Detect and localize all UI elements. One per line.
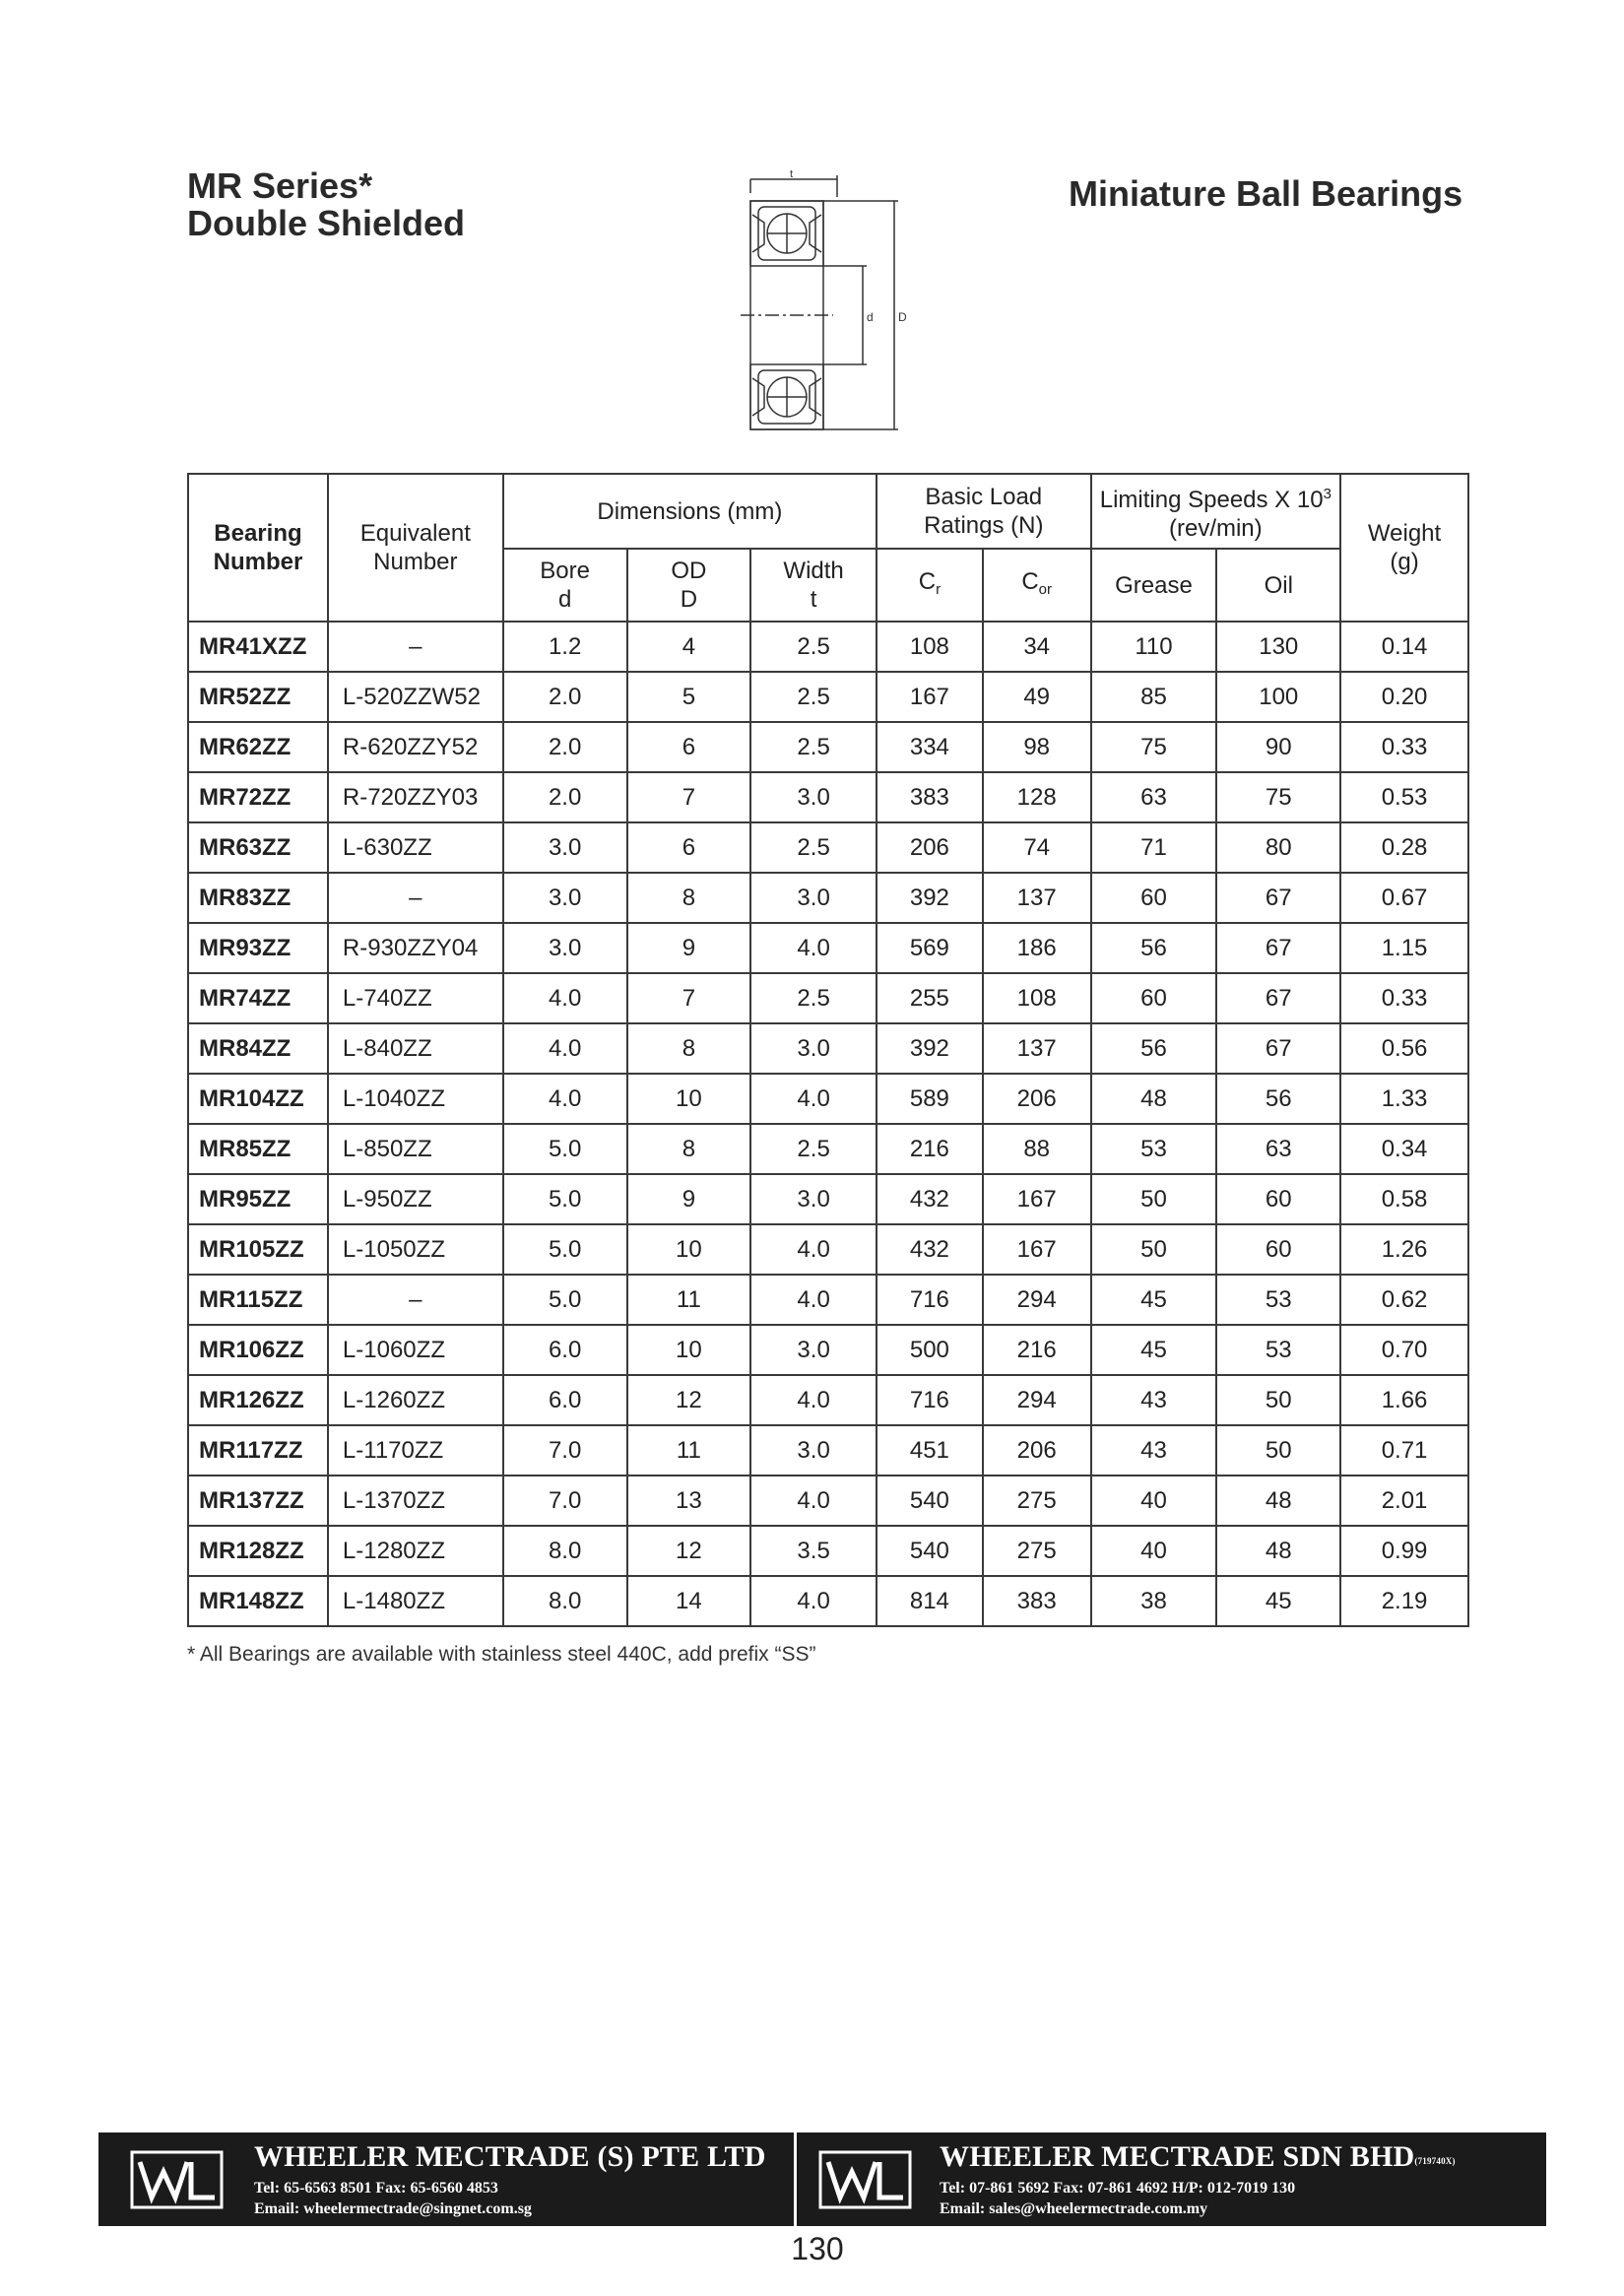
cell-oil: 67 [1216, 1023, 1340, 1074]
footer-singapore-block [98, 2132, 794, 2226]
cell-cr: 814 [877, 1576, 983, 1626]
cell-bore: 7.0 [503, 1476, 627, 1526]
cell-bore: 5.0 [503, 1224, 627, 1275]
cell-weight: 0.28 [1340, 822, 1468, 873]
table-row [188, 1375, 1468, 1425]
cell-cr: 167 [877, 672, 983, 722]
cell-cor: 128 [983, 772, 1091, 822]
table-row [188, 1576, 1468, 1626]
cell-oil: 50 [1216, 1425, 1340, 1476]
cell-weight: 0.34 [1340, 1124, 1468, 1174]
cell-bearing: MR74ZZ [188, 973, 328, 1023]
cell-width: 2.5 [750, 672, 877, 722]
cell-grease: 45 [1091, 1275, 1217, 1325]
cell-equivalent: – [328, 873, 503, 923]
cell-grease: 40 [1091, 1526, 1217, 1576]
cell-grease: 63 [1091, 772, 1217, 822]
table-row [188, 873, 1468, 923]
cell-bearing: MR126ZZ [188, 1375, 328, 1425]
cell-equivalent: R-620ZZY52 [328, 722, 503, 772]
cell-bore: 2.0 [503, 772, 627, 822]
cell-oil: 63 [1216, 1124, 1340, 1174]
cell-bearing: MR63ZZ [188, 822, 328, 873]
table-row [188, 1074, 1468, 1124]
footer-malaysia-block [797, 2132, 1546, 2226]
cell-cr: 392 [877, 1023, 983, 1074]
cell-cor: 275 [983, 1526, 1091, 1576]
cell-bore: 5.0 [503, 1275, 627, 1325]
cell-bore: 4.0 [503, 1023, 627, 1074]
cell-weight: 0.20 [1340, 672, 1468, 722]
cell-oil: 53 [1216, 1325, 1340, 1375]
cell-bore: 3.0 [503, 923, 627, 973]
table-row [188, 722, 1468, 772]
cell-cor: 294 [983, 1375, 1091, 1425]
cell-bore: 8.0 [503, 1526, 627, 1576]
cell-cr: 500 [877, 1325, 983, 1375]
cell-cor: 167 [983, 1174, 1091, 1224]
cell-weight: 0.14 [1340, 622, 1468, 672]
cell-bore: 2.0 [503, 722, 627, 772]
cell-cor: 275 [983, 1476, 1091, 1526]
cell-equivalent: L-1170ZZ [328, 1425, 503, 1476]
cell-cor: 98 [983, 722, 1091, 772]
table-row [188, 1174, 1468, 1224]
cell-width: 3.5 [750, 1526, 877, 1576]
table-row [188, 1325, 1468, 1375]
cell-cr: 432 [877, 1174, 983, 1224]
cell-od: 10 [627, 1074, 751, 1124]
table-row [188, 923, 1468, 973]
cell-equivalent: L-1260ZZ [328, 1375, 503, 1425]
header-bearing-number: Bearing Number [188, 474, 328, 622]
cell-bearing: MR41XZZ [188, 622, 328, 672]
cell-weight: 0.71 [1340, 1425, 1468, 1476]
cell-equivalent: L-850ZZ [328, 1124, 503, 1174]
cell-weight: 0.70 [1340, 1325, 1468, 1375]
cell-bearing: MR148ZZ [188, 1576, 328, 1626]
cell-grease: 45 [1091, 1325, 1217, 1375]
footnote: * All Bearings are available with stainless steel 440C, add prefix “SS” [187, 1643, 816, 1666]
cell-od: 9 [627, 923, 751, 973]
cell-oil: 60 [1216, 1224, 1340, 1275]
cell-width: 4.0 [750, 1375, 877, 1425]
header-bore: Bore d [503, 549, 627, 622]
company-name-singapore: WHEELER MECTRADE (S) PTE LTD [254, 2140, 766, 2173]
cell-oil: 50 [1216, 1375, 1340, 1425]
cell-width: 3.0 [750, 1425, 877, 1476]
cell-od: 12 [627, 1375, 751, 1425]
wheeler-logo-icon [818, 2150, 912, 2209]
cell-od: 6 [627, 722, 751, 772]
series-subtitle: Double Shielded [187, 203, 466, 243]
table-row [188, 772, 1468, 822]
cell-grease: 50 [1091, 1174, 1217, 1224]
cell-bearing: MR128ZZ [188, 1526, 328, 1576]
header-weight: Weight (g) [1340, 474, 1468, 622]
cell-width: 4.0 [750, 1074, 877, 1124]
bearing-spec-rows [188, 622, 1468, 1626]
cell-equivalent: L-740ZZ [328, 973, 503, 1023]
cell-bearing: MR85ZZ [188, 1124, 328, 1174]
series-name: MR Series* [187, 165, 373, 206]
cell-bearing: MR95ZZ [188, 1174, 328, 1224]
cell-weight: 0.53 [1340, 772, 1468, 822]
cell-oil: 48 [1216, 1476, 1340, 1526]
cell-equivalent: L-630ZZ [328, 822, 503, 873]
cell-cr: 540 [877, 1476, 983, 1526]
bearing-spec-table [187, 473, 1469, 1627]
cell-bore: 1.2 [503, 622, 627, 672]
header-cor: $C_{or}$ [983, 549, 1091, 622]
cell-bore: 7.0 [503, 1425, 627, 1476]
cell-cr: 206 [877, 822, 983, 873]
cell-bearing: MR137ZZ [188, 1476, 328, 1526]
cell-grease: 53 [1091, 1124, 1217, 1174]
wheeler-logo-icon [130, 2150, 224, 2209]
cell-weight: 2.01 [1340, 1476, 1468, 1526]
cell-width: 4.0 [750, 923, 877, 973]
cell-bearing: MR115ZZ [188, 1275, 328, 1325]
cell-od: 10 [627, 1325, 751, 1375]
cell-grease: 50 [1091, 1224, 1217, 1275]
cell-width: 3.0 [750, 1174, 877, 1224]
cell-oil: 60 [1216, 1174, 1340, 1224]
cell-oil: 130 [1216, 622, 1340, 672]
bore-label: d [867, 310, 874, 324]
cell-cor: 108 [983, 973, 1091, 1023]
table-row [188, 1526, 1468, 1576]
cell-width: 3.0 [750, 1023, 877, 1074]
cell-weight: 0.33 [1340, 973, 1468, 1023]
table-row [188, 1023, 1468, 1074]
cell-cor: 34 [983, 622, 1091, 672]
cell-grease: 56 [1091, 923, 1217, 973]
cell-bore: 3.0 [503, 873, 627, 923]
header-grease: Grease [1091, 549, 1217, 622]
cell-width: 2.5 [750, 622, 877, 672]
cell-width: 4.0 [750, 1576, 877, 1626]
phone-fax-singapore: Tel: 65-6563 8501 Fax: 65-6560 4853 [254, 2180, 498, 2197]
cell-weight: 0.56 [1340, 1023, 1468, 1074]
cell-grease: 60 [1091, 873, 1217, 923]
cell-weight: 1.26 [1340, 1224, 1468, 1275]
cell-cor: 88 [983, 1124, 1091, 1174]
footer-banner [98, 2132, 1546, 2226]
header-od: OD D [627, 549, 751, 622]
cell-bearing: MR106ZZ [188, 1325, 328, 1375]
cell-width: 4.0 [750, 1275, 877, 1325]
cell-cor: 137 [983, 1023, 1091, 1074]
cell-cor: 167 [983, 1224, 1091, 1275]
cell-equivalent: R-930ZZY04 [328, 923, 503, 973]
cell-weight: 0.58 [1340, 1174, 1468, 1224]
cell-grease: 60 [1091, 973, 1217, 1023]
cell-weight: 1.33 [1340, 1074, 1468, 1124]
od-label: D [898, 310, 907, 324]
cell-cor: 206 [983, 1425, 1091, 1476]
cell-equivalent: L-1280ZZ [328, 1526, 503, 1576]
cell-oil: 56 [1216, 1074, 1340, 1124]
cell-bore: 6.0 [503, 1325, 627, 1375]
cell-cr: 589 [877, 1074, 983, 1124]
cell-oil: 53 [1216, 1275, 1340, 1325]
cell-oil: 90 [1216, 722, 1340, 772]
cell-grease: 56 [1091, 1023, 1217, 1074]
cell-equivalent: L-840ZZ [328, 1023, 503, 1074]
cell-grease: 85 [1091, 672, 1217, 722]
cell-cr: 716 [877, 1275, 983, 1325]
cell-oil: 100 [1216, 672, 1340, 722]
cell-bearing: MR104ZZ [188, 1074, 328, 1124]
cell-od: 8 [627, 1023, 751, 1074]
cell-bore: 6.0 [503, 1375, 627, 1425]
company-registration: (719740X) [1414, 2156, 1456, 2166]
cell-width: 2.5 [750, 1124, 877, 1174]
cell-od: 12 [627, 1526, 751, 1576]
cell-bore: 3.0 [503, 822, 627, 873]
cell-bearing: MR52ZZ [188, 672, 328, 722]
cell-width: 3.0 [750, 873, 877, 923]
cell-weight: 1.15 [1340, 923, 1468, 973]
cell-weight: 0.33 [1340, 722, 1468, 772]
cell-grease: 43 [1091, 1375, 1217, 1425]
cell-weight: 0.62 [1340, 1275, 1468, 1325]
cell-oil: 75 [1216, 772, 1340, 822]
cell-width: 4.0 [750, 1476, 877, 1526]
header-dimensions: Dimensions (mm) [503, 474, 877, 549]
cell-cr: 108 [877, 622, 983, 672]
cell-grease: 110 [1091, 622, 1217, 672]
cell-bearing: MR117ZZ [188, 1425, 328, 1476]
header-limiting-speeds: Limiting Speeds X $10^3$ (rev/min) [1091, 474, 1341, 549]
cell-weight: 2.19 [1340, 1576, 1468, 1626]
cell-oil: 45 [1216, 1576, 1340, 1626]
cell-od: 11 [627, 1275, 751, 1325]
cell-equivalent: L-1040ZZ [328, 1074, 503, 1124]
cell-oil: 80 [1216, 822, 1340, 873]
cell-bore: 4.0 [503, 973, 627, 1023]
cell-oil: 67 [1216, 973, 1340, 1023]
cell-cor: 294 [983, 1275, 1091, 1325]
cell-grease: 40 [1091, 1476, 1217, 1526]
cell-bore: 2.0 [503, 672, 627, 722]
cell-weight: 1.66 [1340, 1375, 1468, 1425]
cell-od: 9 [627, 1174, 751, 1224]
company-name-malaysia: WHEELER MECTRADE SDN BHD(719740X) [940, 2140, 1456, 2173]
cell-width: 2.5 [750, 722, 877, 772]
table-row [188, 1425, 1468, 1476]
table-row [188, 1224, 1468, 1275]
cell-cor: 137 [983, 873, 1091, 923]
cell-equivalent: L-1060ZZ [328, 1325, 503, 1375]
cell-weight: 0.67 [1340, 873, 1468, 923]
cell-grease: 43 [1091, 1425, 1217, 1476]
cell-cor: 186 [983, 923, 1091, 973]
table-row [188, 1476, 1468, 1526]
header-basic-load: Basic Load Ratings (N) [877, 474, 1091, 549]
cell-cr: 392 [877, 873, 983, 923]
header-cr: $C_r$ [877, 549, 983, 622]
cell-od: 4 [627, 622, 751, 672]
table-row [188, 622, 1468, 672]
cell-cr: 334 [877, 722, 983, 772]
email-malaysia: Email: sales@wheelermectrade.com.my [940, 2200, 1208, 2217]
cell-equivalent: L-950ZZ [328, 1174, 503, 1224]
cell-equivalent: L-1480ZZ [328, 1576, 503, 1626]
cell-width: 2.5 [750, 822, 877, 873]
cell-cr: 716 [877, 1375, 983, 1425]
cell-cor: 216 [983, 1325, 1091, 1375]
cell-grease: 48 [1091, 1074, 1217, 1124]
cell-bearing: MR83ZZ [188, 873, 328, 923]
cell-bearing: MR62ZZ [188, 722, 328, 772]
cell-oil: 67 [1216, 923, 1340, 973]
cell-grease: 75 [1091, 722, 1217, 772]
cell-bore: 5.0 [503, 1124, 627, 1174]
cell-cr: 216 [877, 1124, 983, 1174]
cell-equivalent: – [328, 622, 503, 672]
table-row [188, 973, 1468, 1023]
cell-bore: 8.0 [503, 1576, 627, 1626]
cell-cor: 383 [983, 1576, 1091, 1626]
cell-bearing: MR72ZZ [188, 772, 328, 822]
series-title [187, 167, 465, 242]
cell-equivalent: L-1050ZZ [328, 1224, 503, 1275]
cell-equivalent: L-520ZZW52 [328, 672, 503, 722]
cell-od: 14 [627, 1576, 751, 1626]
phone-fax-malaysia: Tel: 07-861 5692 Fax: 07-861 4692 H/P: 012-7019 130 [940, 2180, 1296, 2197]
cell-od: 7 [627, 772, 751, 822]
cell-width: 2.5 [750, 973, 877, 1023]
page-number: 130 [791, 2231, 844, 2266]
table-row [188, 822, 1468, 873]
header-oil: Oil [1216, 549, 1340, 622]
cell-oil: 67 [1216, 873, 1340, 923]
cell-od: 8 [627, 873, 751, 923]
cell-grease: 38 [1091, 1576, 1217, 1626]
cell-cor: 206 [983, 1074, 1091, 1124]
cell-cr: 432 [877, 1224, 983, 1275]
product-type-title: Miniature Ball Bearings [1069, 173, 1463, 214]
cell-cr: 569 [877, 923, 983, 973]
width-label: t [790, 168, 794, 180]
cell-cor: 74 [983, 822, 1091, 873]
table-row [188, 672, 1468, 722]
cell-bearing: MR105ZZ [188, 1224, 328, 1275]
bearing-cross-section-diagram [729, 167, 916, 433]
email-singapore: Email: wheelermectrade@singnet.com.sg [254, 2200, 532, 2217]
cell-od: 13 [627, 1476, 751, 1526]
header-width: Width t [750, 549, 877, 622]
cell-od: 11 [627, 1425, 751, 1476]
cell-equivalent: – [328, 1275, 503, 1325]
cell-od: 10 [627, 1224, 751, 1275]
cell-cr: 540 [877, 1526, 983, 1576]
cell-width: 3.0 [750, 772, 877, 822]
table-row [188, 1124, 1468, 1174]
cell-cor: 49 [983, 672, 1091, 722]
cell-bore: 4.0 [503, 1074, 627, 1124]
cell-bearing: MR84ZZ [188, 1023, 328, 1074]
cell-weight: 0.99 [1340, 1526, 1468, 1576]
cell-od: 8 [627, 1124, 751, 1174]
cell-oil: 48 [1216, 1526, 1340, 1576]
cell-grease: 71 [1091, 822, 1217, 873]
cell-od: 7 [627, 973, 751, 1023]
cell-width: 4.0 [750, 1224, 877, 1275]
cell-od: 6 [627, 822, 751, 873]
cell-bore: 5.0 [503, 1174, 627, 1224]
cell-bearing: MR93ZZ [188, 923, 328, 973]
cell-cr: 255 [877, 973, 983, 1023]
header-equivalent-number: Equivalent Number [328, 474, 503, 622]
cell-od: 5 [627, 672, 751, 722]
cell-equivalent: R-720ZZY03 [328, 772, 503, 822]
cell-cr: 383 [877, 772, 983, 822]
cell-cr: 451 [877, 1425, 983, 1476]
cell-equivalent: L-1370ZZ [328, 1476, 503, 1526]
cell-width: 3.0 [750, 1325, 877, 1375]
table-row [188, 1275, 1468, 1325]
